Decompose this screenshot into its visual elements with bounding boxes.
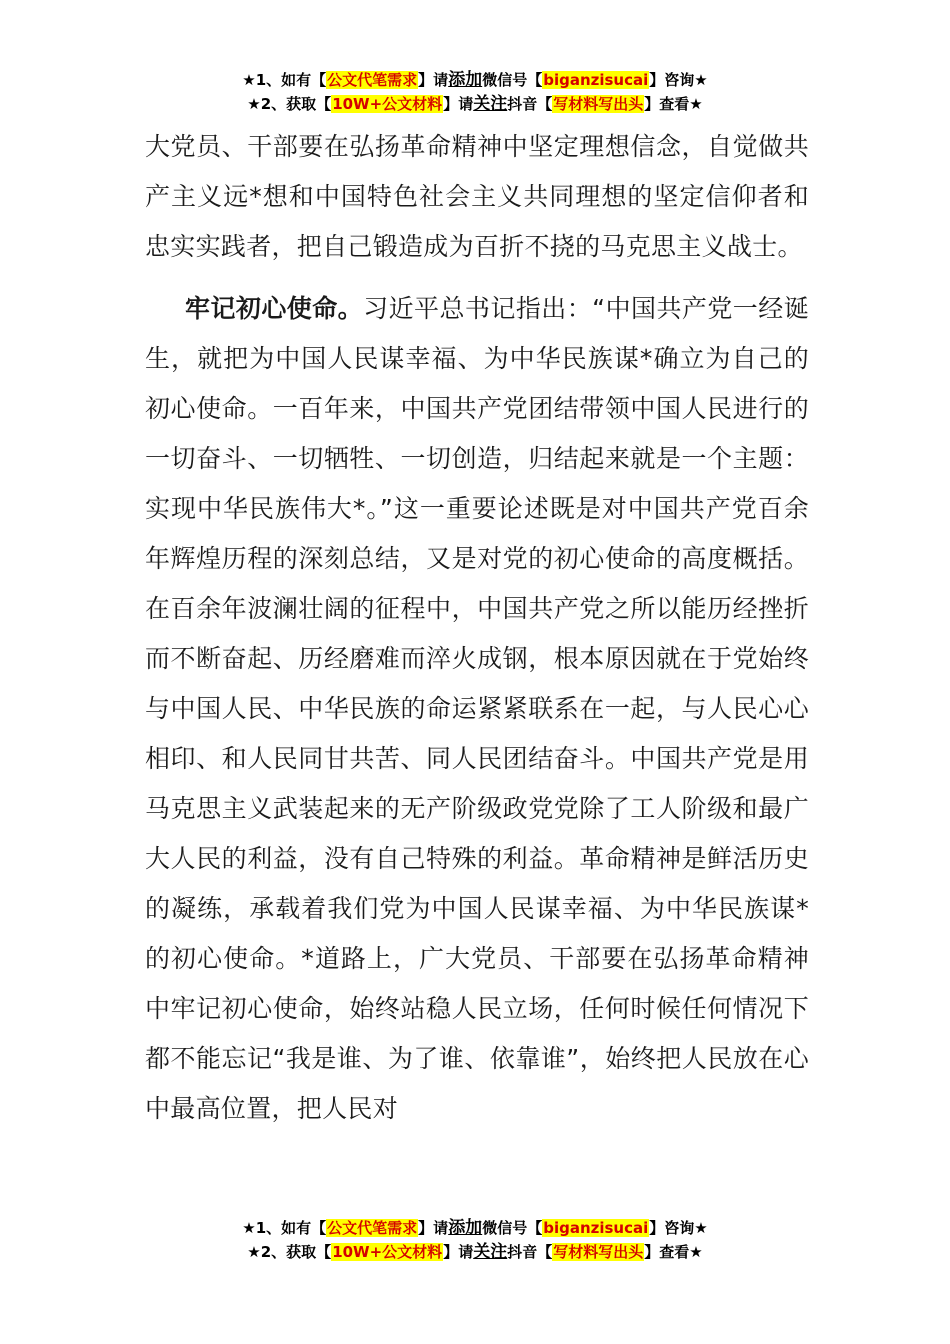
promo-text: 微信号【 (482, 71, 543, 89)
promo-underlined-word: 关注 (473, 1242, 508, 1262)
promo-text: 】查看★ (644, 95, 703, 113)
paragraph-1: 大党员、干部要在弘扬革命精神中坚定理想信念，自觉做共产主义远*想和中国特色社会主义共同理想的坚定信仰者和忠实实践者，把自己锻造成为百折不挠的马克思主义战士。 (145, 132, 809, 261)
footer-promo-banner (0, 1216, 950, 1264)
promo-highlight-materials: 10W+公文材料 (332, 1243, 443, 1261)
promo-text: 抖音【 (507, 95, 553, 113)
promo-underlined-word: 添加 (448, 1218, 483, 1238)
paragraph-2 (145, 284, 809, 1134)
promo-text: 】查看★ (644, 1243, 703, 1261)
promo-text: ★2、获取【 (247, 95, 332, 113)
promo-text: 】请 (443, 1243, 474, 1261)
promo-line-1 (0, 68, 950, 92)
promo-text: ★1、如有【 (242, 1219, 327, 1237)
promo-text: 抖音【 (507, 1243, 553, 1261)
promo-text: ★2、获取【 (247, 1243, 332, 1261)
promo-line-2 (0, 92, 950, 116)
paragraph-2-heading: 牢记初心使命。 (185, 294, 364, 323)
promo-text: 】咨询★ (649, 71, 708, 89)
promo-text: 】请 (443, 95, 474, 113)
promo-underlined-word: 关注 (473, 94, 508, 114)
promo-line-1 (0, 1216, 950, 1240)
promo-highlight-wechat-id: biganzisucai (543, 71, 649, 89)
promo-highlight-douyin-account: 写材料写出头 (553, 1243, 644, 1261)
promo-highlight-materials: 10W+公文材料 (332, 95, 443, 113)
document-body (145, 122, 809, 1134)
promo-highlight-wechat-id: biganzisucai (543, 1219, 649, 1237)
promo-highlight-service: 公文代笔需求 (327, 1219, 418, 1237)
promo-text: 】请 (418, 1219, 449, 1237)
promo-text: 】请 (418, 71, 449, 89)
promo-line-2 (0, 1240, 950, 1264)
paragraph-2-text: 习近平总书记指出：“中国共产党一经诞生，就把为中国人民谋幸福、为中华民族谋*确立为自己的初心使命。一百年来，中国共产党团结带领中国人民进行的一切奋斗、一切牺牲、一切创造，归结起来就是一个主题：实现中华民族伟大*。”这一重要论述既是对中国共产党百余年辉煌历程的深刻总结，又是对党的初心使命的高度概括。在百余年波澜壮阔的征程中，中国共产党之所以能历经挫折而不断奋起、历经磨难而淬火成钢，根本原因就在于党始终与中国人民、中华民族的命运紧紧联系在一起，与人民心心相印、和人民同甘共苦、同人民团结奋斗。中国共产党是用马克思主义武装起来的无产阶级政党党除了工人阶级和最广大人民的利益，没有自己特殊的利益。革命精神是鲜活历史的凝练，承载着我们党为中国人民谋幸福、为中华民族谋*的初心使命。*道路上，广大党员、干部要在弘扬革命精神中牢记初心使命，始终站稳人民立场，任何时候任何情况下都不能忘记“我是谁、为了谁、依靠谁”，始终把人民放在心中最高位置，把人民对 (145, 294, 809, 1123)
promo-text: 】咨询★ (649, 1219, 708, 1237)
promo-underlined-word: 添加 (448, 70, 483, 90)
header-promo-banner (0, 68, 950, 116)
promo-highlight-service: 公文代笔需求 (327, 71, 418, 89)
promo-text: ★1、如有【 (242, 71, 327, 89)
promo-highlight-douyin-account: 写材料写出头 (553, 95, 644, 113)
promo-text: 微信号【 (482, 1219, 543, 1237)
